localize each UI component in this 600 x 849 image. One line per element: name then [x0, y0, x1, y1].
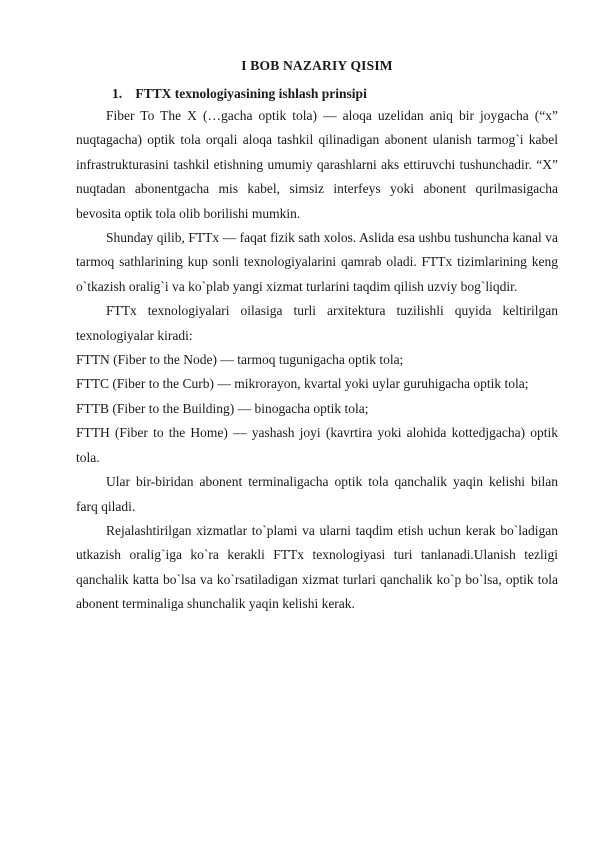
chapter-title: I BOB NAZARIY QISIM [241, 58, 393, 73]
paragraph: Rejalashtirilgan xizmatlar to`plami va ularni taqdim etish uchun kerak bo`ladigan utkazish oralig`iga ko`ra kerakli FTTx texnologiyasi turi tanlanadi.Ulanish tezligi qanchalik katta bo`lsa va ko`rsatiladigan xizmat turlari qanchalik ko`p bo`lsa, optik tola abonent terminaliga shunchalik yaqin kelishi kerak. [76, 522, 558, 612]
section-title [76, 86, 558, 102]
section-title-text: FTTX texnologiyasining ishlash prinsipi [135, 86, 367, 101]
section-number: 1. [112, 86, 123, 101]
list-item: FTTB (Fiber to the Building) — binogacha optik tola; [76, 400, 369, 416]
list-item: FTTC (Fiber to the Curb) — mikrorayon, kvartal yoki uylar guruhigacha optik tola; [76, 376, 529, 392]
paragraph: Shunday qilib, FTTx — faqat fizik sath xolos. Aslida esa ushbu tushuncha kanal va tarmoq sathlarining kup sonli texnologiyalarini qamrab oladi. FTTx tizimlarining keng o`tkazish oralig`i va ko`plab yangi xizmat turlarini taqdim qilish uzviy bog`liqdir. [76, 230, 558, 294]
list-item: FTTH (Fiber to the Home) — yashash joyi (kavrtira yoki alohida kottedjgacha) optik tola. [76, 425, 558, 465]
paragraph: Fiber To The X (…gacha optik tola) — aloqa uzelidan aniq bir joygacha (“x” nuqtagacha) optik tola orqali aloqa tashkil qilinadigan abonent ulanish tarmog`i kabel infrastrukturasini tashkil etishning umumiy qarashlarni aks ettiruvchi tushunchadir. “X” nuqtadan abonentgacha mis kabel, simsiz interfeys yoki abonent qurilmasigacha bevosita optik tola olib borilishi mumkin. [76, 108, 558, 221]
list-item: FTTN (Fiber to the Node) — tarmoq tugunigacha optik tola; [76, 352, 404, 368]
paragraph: FTTx texnologiyalari oilasiga turli arxitektura tuzilishli quyida keltirilgan texnologiyalar kiradi: [76, 303, 558, 343]
paragraph: Ular bir-biridan abonent terminaligacha optik tola qanchalik yaqin kelishi bilan farq qiladi. [76, 474, 558, 514]
